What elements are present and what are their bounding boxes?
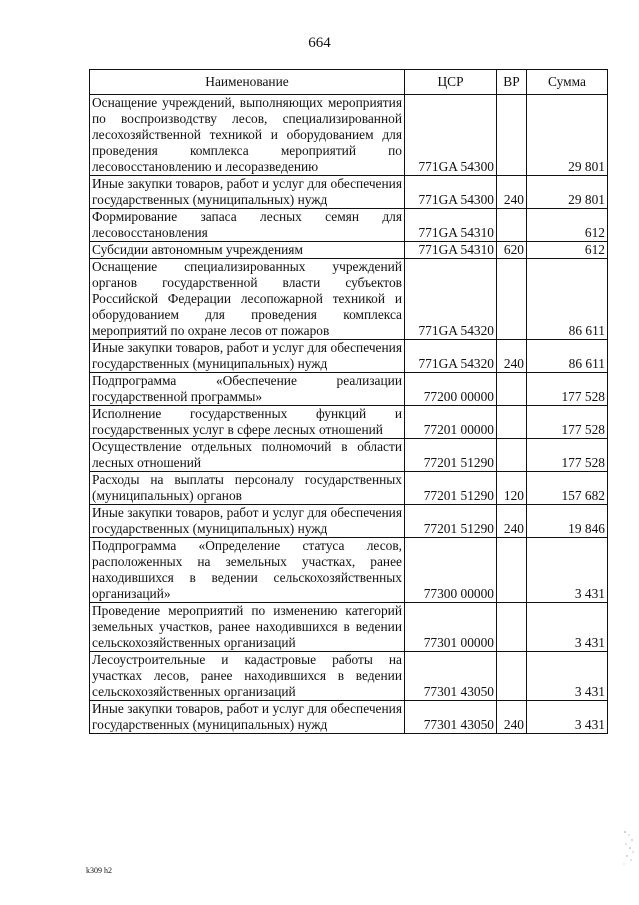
row-name: Проведение мероприятий по изменению категорий земельных участков, ранее находившихся в ведении сельскохозяйственных организаций [90,603,405,652]
row-name: Лесоустроительные и кадастровые работы на участках лесов, ранее находившихся в ведении сельскохозяйственных организаций [90,652,405,701]
row-name: Иные закупки товаров, работ и услуг для обеспечения государственных (муниципальных) нужд [90,701,405,734]
row-csr: 77201 51290 [405,505,497,538]
row-name: Расходы на выплаты персоналу государственных (муниципальных) органов [90,472,405,505]
table-row [90,472,608,505]
row-vr [497,259,527,340]
row-csr: 77301 00000 [405,603,497,652]
row-sum: 3 431 [527,603,608,652]
row-vr: 240 [497,176,527,209]
row-sum: 157 682 [527,472,608,505]
table-row [90,176,608,209]
table-row [90,242,608,259]
row-csr: 77201 51290 [405,472,497,505]
table-row [90,505,608,538]
table-row [90,406,608,439]
table-header-row [90,70,608,95]
row-csr: 771GA 54310 [405,209,497,242]
row-sum: 3 431 [527,701,608,734]
table-row [90,652,608,701]
row-name: Подпрограмма «Определение статуса лесов, расположенных на земельных участках, ранее находившихся в ведении сельскохозяйственных организаций» [90,538,405,603]
row-csr: 771GA 54300 [405,176,497,209]
row-name: Оснащение учреждений, выполняющих мероприятия по воспроизводству лесов, специализированной лесохозяйственной техникой и оборудованием для проведения комплекса мероприятий по лесовосстановлению и лесоразведению [90,95,405,176]
table-row [90,701,608,734]
page-number: 664 [308,35,331,51]
row-vr: 240 [497,505,527,538]
row-vr: 240 [497,340,527,373]
table-row [90,603,608,652]
row-sum: 86 611 [527,259,608,340]
row-csr: 77201 00000 [405,406,497,439]
row-sum: 177 528 [527,406,608,439]
row-sum: 19 846 [527,505,608,538]
row-sum: 612 [527,242,608,259]
row-csr: 771GA 54320 [405,340,497,373]
row-csr: 771GA 54320 [405,259,497,340]
row-vr [497,603,527,652]
table-row [90,538,608,603]
row-vr: 240 [497,701,527,734]
header-csr: ЦСР [405,70,497,95]
row-vr [497,209,527,242]
row-sum: 29 801 [527,95,608,176]
header-sum: Сумма [527,70,608,95]
row-name: Оснащение специализированных учреждений органов государственной власти субъектов Российской Федерации лесопожарной техникой и оборудованием для проведения комплекса мероприятий по охране лесов от пожаров [90,259,405,340]
footer-code: k309 h2 [86,866,112,875]
row-sum: 29 801 [527,176,608,209]
table-row [90,373,608,406]
row-csr: 77200 00000 [405,373,497,406]
row-sum: 86 611 [527,340,608,373]
row-sum: 3 431 [527,538,608,603]
row-name: Иные закупки товаров, работ и услуг для обеспечения государственных (муниципальных) нужд [90,176,405,209]
row-name: Иные закупки товаров, работ и услуг для обеспечения государственных (муниципальных) нужд [90,505,405,538]
row-csr: 77300 00000 [405,538,497,603]
row-csr: 77301 43050 [405,652,497,701]
row-csr: 771GA 54310 [405,242,497,259]
row-csr: 77201 51290 [405,439,497,472]
row-vr [497,373,527,406]
row-name: Исполнение государственных функций и государственных услуг в сфере лесных отношений [90,406,405,439]
row-name: Иные закупки товаров, работ и услуг для обеспечения государственных (муниципальных) нужд [90,340,405,373]
row-name: Субсидии автономным учреждениям [90,242,405,259]
row-sum: 177 528 [527,373,608,406]
header-vr: ВР [497,70,527,95]
row-csr: 771GA 54300 [405,95,497,176]
row-name: Осуществление отдельных полномочий в области лесных отношений [90,439,405,472]
table-row [90,439,608,472]
row-vr [497,652,527,701]
row-vr [497,439,527,472]
table-row [90,209,608,242]
table-row [90,340,608,373]
table-row [90,259,608,340]
row-sum: 612 [527,209,608,242]
row-csr: 77301 43050 [405,701,497,734]
row-vr [497,406,527,439]
row-name: Подпрограмма «Обеспечение реализации государственной программы» [90,373,405,406]
header-name: Наименование [90,70,405,95]
row-sum: 3 431 [527,652,608,701]
row-vr: 620 [497,242,527,259]
row-name: Формирование запаса лесных семян для лесовосстановления [90,209,405,242]
row-vr [497,95,527,176]
budget-table [89,69,608,734]
scan-noise-mark [620,826,636,870]
row-vr [497,538,527,603]
row-vr: 120 [497,472,527,505]
table-row [90,95,608,176]
row-sum: 177 528 [527,439,608,472]
